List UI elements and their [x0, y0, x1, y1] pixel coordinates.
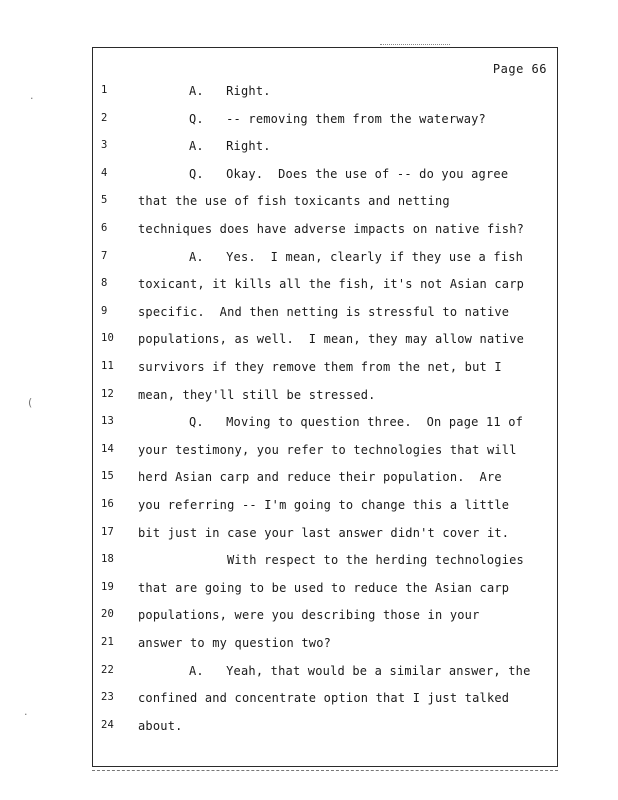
- line-text: techniques does have adverse impacts on native fish?: [138, 222, 525, 236]
- transcript-line: [93, 608, 557, 628]
- transcript-line: [93, 277, 557, 297]
- line-text: about.: [138, 718, 183, 733]
- line-number: 15: [101, 470, 115, 483]
- line-number: 1: [101, 84, 108, 96]
- line-number: 9: [101, 304, 108, 317]
- transcript-line: [93, 526, 557, 546]
- transcript-line: [93, 498, 557, 518]
- line-text: A. Right.: [189, 84, 271, 98]
- line-number: 22: [101, 663, 115, 676]
- line-number: 19: [101, 580, 115, 593]
- line-number: 5: [101, 194, 108, 207]
- margin-mark: (: [28, 396, 33, 409]
- line-text: populations, as well. I mean, they may allow native: [138, 332, 525, 347]
- line-number: 7: [101, 249, 108, 262]
- transcript-line: [93, 167, 557, 187]
- scan-artifact-top: [380, 44, 450, 45]
- transcript-line: [93, 470, 557, 490]
- transcript-line: [93, 691, 557, 711]
- margin-mark: ·: [30, 92, 34, 105]
- transcript-page: [92, 47, 558, 767]
- line-number: 16: [101, 498, 115, 510]
- line-text: your testimony, you refer to technologies that will: [138, 442, 517, 457]
- transcript-line: [93, 719, 557, 739]
- line-number: 4: [101, 166, 108, 179]
- line-text: A. Right.: [189, 139, 271, 154]
- line-number: 24: [101, 718, 115, 731]
- line-text: herd Asian carp and reduce their population. Are: [138, 470, 502, 485]
- line-text: Q. Moving to question three. On page 11 of: [189, 415, 524, 430]
- line-number: 11: [101, 360, 115, 372]
- line-number: 13: [101, 415, 115, 428]
- line-text: With respect to the herding technologies: [227, 553, 524, 568]
- transcript-line: [93, 581, 557, 601]
- line-text: that are going to be used to reduce the Asian carp: [138, 580, 510, 595]
- line-number: 8: [101, 277, 108, 290]
- line-number: 20: [101, 608, 115, 621]
- line-number: 6: [101, 222, 108, 234]
- transcript-line: [93, 388, 557, 408]
- line-number: 12: [101, 387, 115, 400]
- transcript-line: [93, 443, 557, 463]
- transcript-line: [93, 360, 557, 380]
- transcript-line: [93, 250, 557, 270]
- transcript-line: [93, 112, 557, 132]
- line-number: 23: [101, 691, 115, 704]
- transcript-line: [93, 664, 557, 684]
- line-number: 10: [101, 332, 115, 345]
- transcript-line: [93, 415, 557, 435]
- line-number: 14: [101, 442, 115, 455]
- line-text: you referring -- I'm going to change this a little: [138, 498, 510, 512]
- line-number: 2: [101, 111, 108, 124]
- line-text: Q. -- removing them from the waterway?: [189, 111, 486, 126]
- line-text: survivors if they remove them from the net, but I: [138, 360, 502, 374]
- transcript-line: [93, 636, 557, 656]
- line-text: that the use of fish toxicants and netting: [138, 194, 450, 209]
- line-number: 3: [101, 139, 108, 152]
- margin-mark: ·: [24, 708, 28, 721]
- line-text: toxicant, it kills all the fish, it's not Asian carp: [138, 277, 525, 292]
- line-text: mean, they'll still be stressed.: [138, 387, 376, 402]
- line-number: 17: [101, 525, 115, 538]
- line-number: 18: [101, 553, 115, 566]
- transcript-line: [93, 222, 557, 242]
- scan-artifact-bottom: [92, 770, 558, 771]
- line-number: 21: [101, 636, 115, 648]
- line-text: populations, were you describing those in your: [138, 608, 480, 623]
- line-text: bit just in case your last answer didn't cover it.: [138, 525, 510, 540]
- transcript-line: [93, 194, 557, 214]
- page-number: Page 66: [492, 62, 547, 76]
- line-text: A. Yeah, that would be a similar answer, the: [189, 663, 531, 678]
- transcript-line: [93, 332, 557, 352]
- line-text: A. Yes. I mean, clearly if they use a fish: [189, 249, 524, 264]
- line-text: Q. Okay. Does the use of -- do you agree: [189, 166, 509, 181]
- transcript-line: [93, 139, 557, 159]
- line-text: answer to my question two?: [138, 636, 332, 650]
- line-text: confined and concentrate option that I just talked: [138, 691, 510, 706]
- transcript-line: [93, 305, 557, 325]
- transcript-line: [93, 84, 557, 104]
- transcript-line: [93, 553, 557, 573]
- line-text: specific. And then netting is stressful to native: [138, 304, 510, 319]
